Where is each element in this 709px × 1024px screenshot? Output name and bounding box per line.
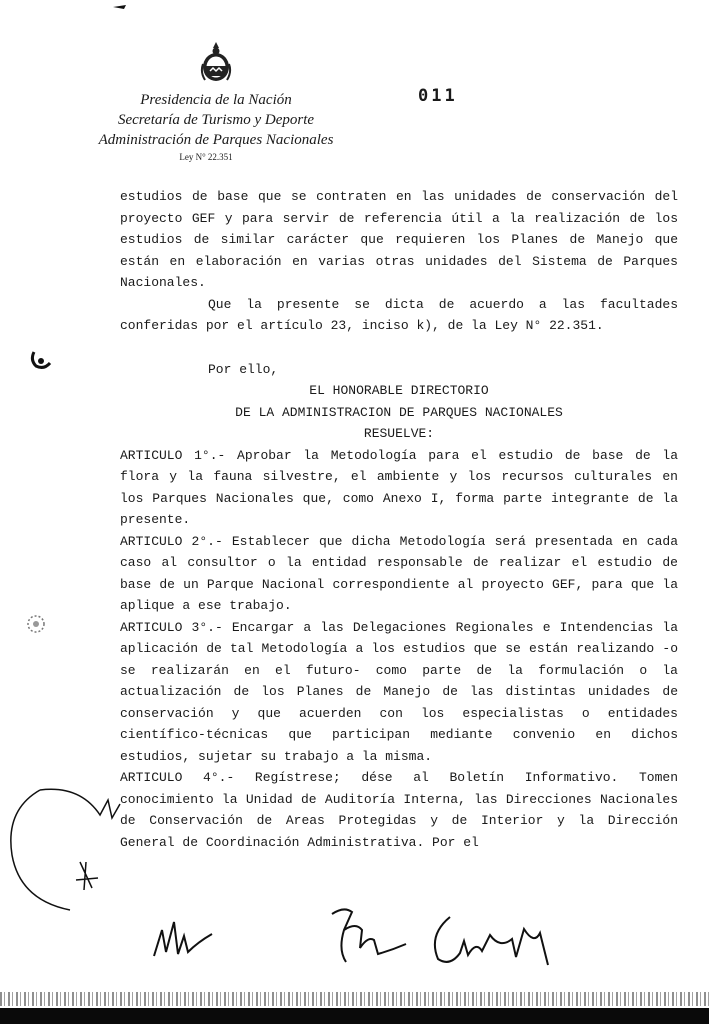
heading-resuelve: RESUELVE: bbox=[363, 426, 435, 441]
letterhead-law-number: Ley N° 22.351 bbox=[179, 152, 233, 162]
por-ello-line: Por ello, bbox=[208, 361, 279, 377]
heading-directorio: EL HONORABLE DIRECTORIO bbox=[309, 383, 489, 398]
signature-3-icon bbox=[420, 905, 560, 975]
article-2: ARTICULO 2°.- Establecer que dicha Metodología será presentada en cada caso al consultor o la entidad responsable de realizar el estudio de base de un Parque Nacional correspondiente al proyecto GEF, para que la aplique a ese trabajo. bbox=[120, 533, 678, 613]
signature-1-icon bbox=[150, 912, 220, 964]
hole-punch-mark-2-icon bbox=[24, 612, 48, 636]
resolution-body bbox=[120, 186, 678, 853]
scan-border-bottom bbox=[0, 1008, 709, 1024]
letterhead-presidency: Presidencia de la Nación bbox=[140, 92, 292, 108]
paragraph-studies: estudios de base que se contraten en las unidades de conservación del proyecto GEF y para servir de referencia útil a la realización de los estudios de similar carácter que requieren los Planes de Manejo que están en elaboración en varias otras unidades del Sistema de Parques Nacionales. bbox=[120, 189, 678, 290]
signature-2-icon bbox=[322, 900, 412, 970]
folio-number: 011 bbox=[418, 86, 458, 106]
paragraph-faculties: Que la presente se dicta de acuerdo a las facultades conferidas por el artículo 23, inciso k), de la Ley N° 22.351. bbox=[120, 296, 678, 333]
heading-administracion: DE LA ADMINISTRACION DE PARQUES NACIONALES bbox=[235, 404, 563, 420]
article-1: ARTICULO 1°.- Aprobar la Metodología para el estudio de base de la flora y la fauna silvestre, el ambiente y los recursos culturales en los Parques Nacionales que, como Anexo I, forma parte integrante de la presente. bbox=[120, 447, 678, 527]
letterhead-administration: Administración de Parques Nacionales bbox=[98, 132, 334, 148]
margin-pen-loop-icon bbox=[0, 770, 140, 920]
letterhead-secretariat: Secretaría de Turismo y Deporte bbox=[117, 112, 315, 128]
scan-mark-top-icon bbox=[112, 2, 128, 12]
national-seal-icon bbox=[199, 40, 233, 84]
scan-noise-strip bbox=[0, 992, 709, 1006]
article-4: ARTICULO 4°.- Regístrese; dése al Boletín Informativo. Tomen conocimiento la Unidad de Auditoría Interna, las Direcciones Nacionales de Conservación de Areas Protegidas y de Interior y la Dirección General de Coordinación Administrativa. Por el bbox=[120, 770, 678, 850]
hole-punch-mark-icon bbox=[28, 348, 54, 372]
article-3: ARTICULO 3°.- Encargar a las Delegaciones Regionales e Intendencias la aplicación de tal Metodología a los estudios que se están realizando -o se realizarán en el futuro- como parte de la formulación o la actualización de los Planes de Manejo de las distintas unidades de conservación y que acuerden con los especialistas o entidades científico-técnicas que participan mediante convenio en dichos estudios, sujetar su trabajo a la misma. bbox=[120, 619, 678, 764]
letterhead bbox=[96, 40, 336, 162]
